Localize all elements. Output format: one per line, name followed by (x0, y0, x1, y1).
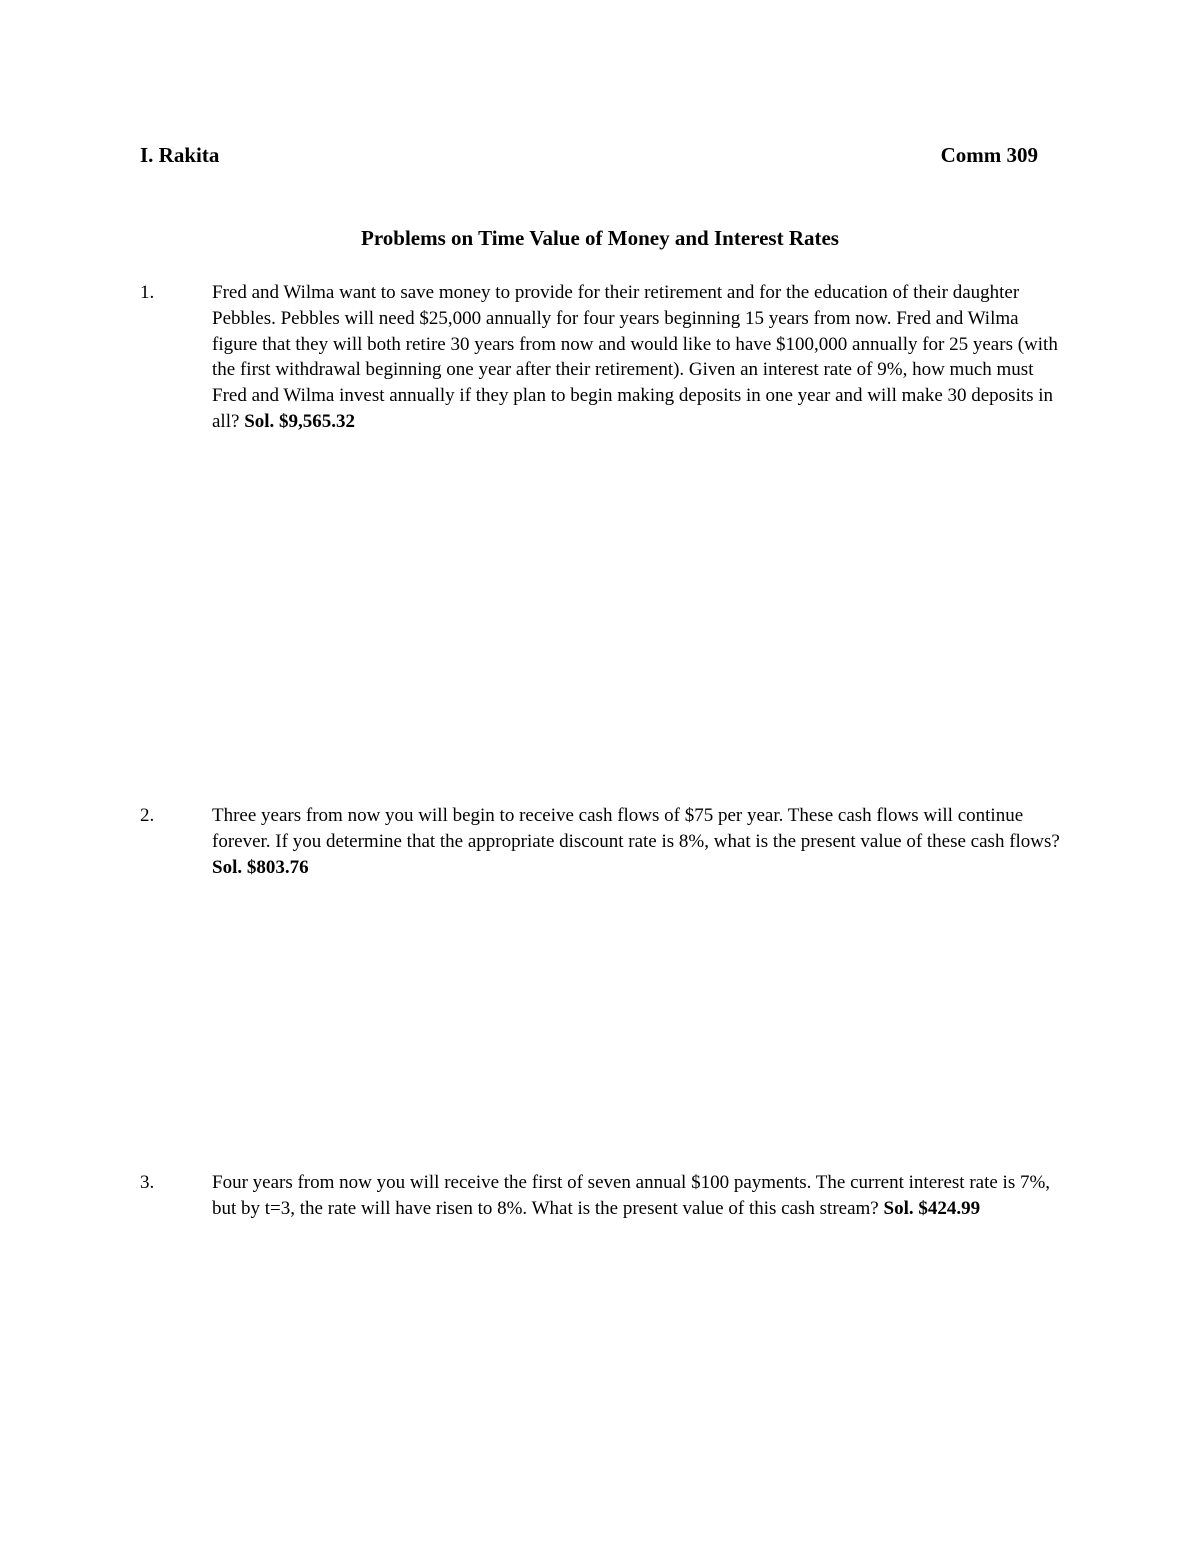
problem-solution: Sol. $9,565.32 (244, 410, 356, 432)
problem-solution: Sol. $424.99 (883, 1197, 981, 1219)
problem-number: 2. (140, 805, 155, 826)
problem-text (212, 803, 1060, 880)
problem-statement: Four years from now you will receive the first of seven annual $100 payments. The current interest rate is 7%, but by t=3, the rate will have risen to 8%. What is the present value of this cash stream? (212, 1172, 1051, 1219)
problem-statement: Fred and Wilma want to save money to provide for their retirement and for the education of their daughter Pebbles. Pebbles will need $25,000 annually for four years beginning 15 years from now. Fred and Wilma figure that they will both retire 30 years from now and would like to have $100,000 annually for 25 years (with the first withdrawal beginning one year after their retirement). Given an interest rate of 9%, how much must Fred and Wilma invest annually if they plan to begin making deposits in one year and will make 30 deposits in all? (212, 282, 1058, 432)
problem-number: 1. (140, 282, 155, 303)
problem-number: 3. (140, 1172, 155, 1193)
problem-solution: Sol. $803.76 (212, 856, 309, 878)
course-code: Comm 309 (940, 143, 1038, 167)
author-name: I. Rakita (140, 143, 220, 167)
problem-statement: Three years from now you will begin to receive cash flows of $75 per year. These cash flows will continue forever. If you determine that the appropriate discount rate is 8%, what is the present value of these cash flows? (212, 805, 1060, 852)
problem-text (212, 280, 1060, 435)
page-title: Problems on Time Value of Money and Interest Rates (361, 226, 839, 250)
problem-text (212, 1170, 1060, 1222)
